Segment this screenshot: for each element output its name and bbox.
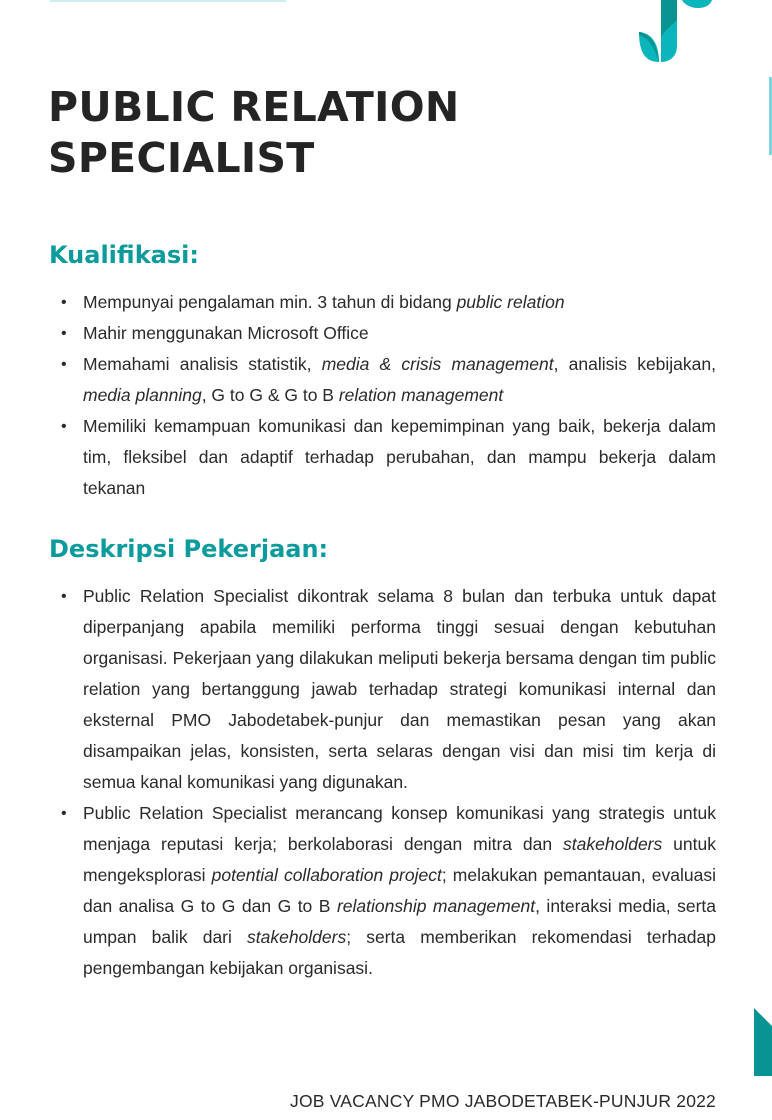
text-run: Mahir menggunakan Microsoft Office	[83, 323, 369, 343]
italic-term: relationship management	[336, 896, 536, 916]
italic-term: public relation	[456, 292, 565, 312]
text-run: , analisis kebijakan,	[553, 354, 716, 374]
italic-term: stakeholders	[247, 927, 347, 947]
text-run: , interaksi media, serta umpan balik dari	[83, 896, 716, 947]
left-leaf-shape	[639, 32, 659, 62]
top-leaf-shape	[682, 0, 712, 8]
list-item	[58, 411, 716, 504]
text-run: untuk mengeksplorasi	[83, 834, 716, 885]
leaf-sprout-logo-icon	[632, 0, 742, 66]
italic-term: relation management	[338, 385, 504, 405]
list-item	[58, 581, 716, 798]
top-decorative-line	[50, 0, 286, 2]
text-run: , G to G & G to B	[201, 385, 339, 405]
italic-term: media & crisis management	[321, 354, 554, 374]
corner-accent-shape	[754, 1008, 772, 1076]
list-item	[58, 318, 716, 349]
title-line-2: SPECIALIST	[48, 134, 315, 182]
list-item	[58, 287, 716, 318]
text-run: ; serta memberikan rekomendasi terhadap pengembangan kebijakan organisasi.	[83, 927, 716, 978]
text-run: Mempunyai pengalaman min. 3 tahun di bidang	[83, 292, 457, 312]
text-run: Public Relation Specialist merancang konsep komunikasi yang strategis untuk menjaga reputasi kerja; berkolaborasi dengan mitra dan	[83, 803, 716, 854]
italic-term: media planning	[83, 385, 202, 405]
job-description-heading: Deskripsi Pekerjaan:	[49, 535, 329, 563]
text-run: Public Relation Specialist dikontrak selama 8 bulan dan terbuka untuk dapat diperpanjang apabila memiliki performa tinggi sesuai dengan kebutuhan organisasi. Pekerjaan yang dilakukan meliputi bekerja bersama dengan tim public relation yang bertanggung jawab terhadap strategi komunikasi internal dan eksternal PMO Jabodetabek-punjur dan memastikan pesan yang akan disampaikan jelas, konsisten, serta selaras dengan visi dan misi tim kerja di semua kanal komunikasi yang digunakan.	[83, 586, 716, 792]
job-description-list	[58, 581, 716, 984]
italic-term: potential collaboration project	[211, 865, 442, 885]
list-item	[58, 349, 716, 411]
italic-term: stakeholders	[563, 834, 663, 854]
qualifications-list	[58, 287, 716, 504]
footer-text: JOB VACANCY PMO JABODETABEK-PUNJUR 2022	[290, 1091, 716, 1111]
text-run: Memahami analisis statistik,	[83, 354, 322, 374]
qualifications-heading: Kualifikasi:	[49, 241, 199, 269]
text-run: ; melakukan pemantauan, evaluasi dan analisa G to G dan G to B	[83, 865, 716, 916]
page-title	[48, 82, 459, 184]
title-line-1: PUBLIC RELATION	[48, 83, 460, 131]
list-item	[58, 798, 716, 984]
text-run: Memiliki kemampuan komunikasi dan kepemimpinan yang baik, bekerja dalam tim, fleksibel dan adaptif terhadap perubahan, dan mampu bekerja dalam tekanan	[83, 416, 716, 498]
